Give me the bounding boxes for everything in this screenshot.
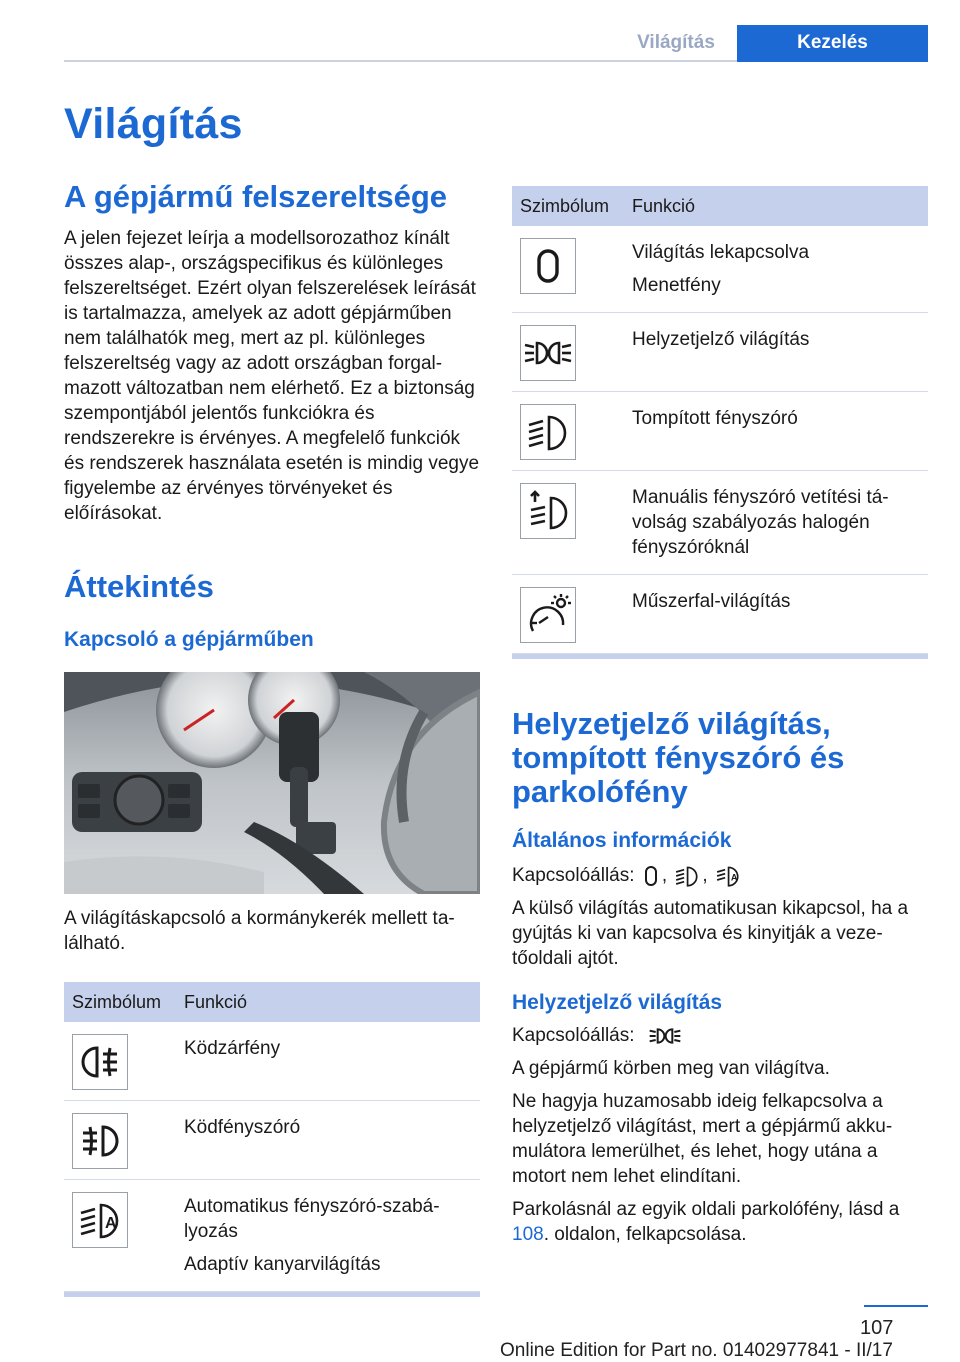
lights-off-icon	[640, 864, 662, 888]
function-text: Manuális fényszóró vetítési távolság szabályozás halogén fényszóróknál	[632, 487, 889, 558]
function-text: Ködzárfény	[184, 1038, 281, 1059]
footer-rule	[864, 1305, 928, 1307]
symbol-cell	[64, 1180, 176, 1292]
section-heading: Helyzetjelző világítás, tompított fényszóró és parkolófény	[512, 706, 845, 809]
parking-lights-heading: Helyzetjelző világítás	[512, 991, 723, 1014]
general-info-heading: Általános információk	[512, 829, 732, 852]
overview-heading: Áttekintés	[64, 569, 214, 604]
parking-lights-icon	[520, 325, 576, 381]
symbol-cell	[64, 1101, 176, 1180]
symbol-cell	[512, 471, 624, 575]
parking-text-3	[512, 1197, 928, 1247]
low-beam-icon	[672, 864, 702, 888]
switch-heading: Kapcsoló a gépjárműben	[64, 628, 314, 651]
function-text: Műszerfal-világítás	[632, 591, 791, 612]
switch-positions-label: Kapcsolóállás:	[512, 865, 635, 886]
table-row	[512, 392, 928, 471]
symbol-cell	[512, 392, 624, 471]
function-cell	[624, 313, 928, 392]
function-text: Tompított fényszóró	[632, 408, 798, 429]
table-row	[512, 313, 928, 392]
symbol-cell	[512, 226, 624, 313]
column-header-symbol: Szimbólum	[64, 982, 176, 1022]
symbol-cell	[64, 1022, 176, 1101]
general-info-text: A külső világítás automatikusan kikapcsol, ha a gyújtás ki van kapcsolva és kinyitják a vezetőoldali ajtót.	[512, 898, 909, 969]
function-cell	[624, 226, 928, 313]
table-header-row	[512, 186, 928, 226]
svg-text:A: A	[105, 1215, 117, 1232]
table-row	[512, 471, 928, 575]
header-chapter-tab[interactable]: Kezelés	[737, 25, 928, 62]
function-text: Világítás lekapcsolva	[632, 242, 810, 263]
parking-switch-line	[512, 1023, 928, 1048]
separator-comma: ,	[702, 865, 708, 886]
page-reference-link[interactable]: 108	[512, 1224, 544, 1245]
instrument-lighting-icon	[520, 587, 576, 643]
headlight-range-icon	[520, 483, 576, 539]
switch-positions-label: Kapcsolóállás:	[512, 1025, 635, 1046]
low-beam-icon	[520, 404, 576, 460]
front-fog-light-icon	[72, 1113, 128, 1169]
lights-off-icon	[520, 238, 576, 294]
table-row	[512, 575, 928, 654]
automatic-headlight-icon	[72, 1192, 128, 1248]
function-text: Helyzetjelző világítás	[632, 329, 810, 350]
function-cell	[624, 575, 928, 654]
parking-text-3-end: . oldalon, felkapcsolása.	[543, 1224, 747, 1245]
separator-comma: ,	[661, 865, 668, 886]
page-number: 107	[860, 1317, 894, 1339]
column-header-function: Funkció	[624, 186, 928, 226]
page-title: Világítás	[64, 100, 243, 148]
symbol-cell	[512, 575, 624, 654]
function-cell	[624, 392, 928, 471]
function-text: Ködfényszóró	[184, 1117, 301, 1138]
equipment-text: A jelen fejezet leírja a modellsorozathoz kínált összes alap-, országspecifikus és különleges felszereltséget. Ezért olyan felszerelések leírását is tartalmazza, amelyek az adott gépjárműben nem találhatók meg, mert az pl. különleges felszereltség vagy az adott országban forgalmazott változatban nem elérhető. Ez a biztonság szempontjából jelentős funkciókra és rendszerekre is érvényes. A megfelelő funkciók és rendszerek használata esetén is mindig vegye figyelembe az érvényes törvényeket és előírásokat.	[64, 228, 480, 524]
table-row	[64, 1022, 480, 1101]
function-cell	[176, 1101, 480, 1180]
function-cell	[176, 1180, 480, 1292]
symbol-cell	[512, 313, 624, 392]
switch-positions-line	[512, 863, 928, 888]
table-header-row	[64, 982, 480, 1022]
equipment-heading: A gépjármű felszereltsége	[64, 179, 448, 214]
automatic-headlight-icon	[713, 864, 743, 888]
photo-caption: A világításkapcsoló a kormánykerék mellett található.	[64, 908, 455, 954]
parking-lights-icon	[640, 1024, 690, 1048]
left-symbol-table	[64, 982, 480, 1292]
function-cell	[624, 471, 928, 575]
table-end-bar	[64, 1292, 480, 1297]
light-switch-photo	[64, 672, 480, 894]
rear-fog-light-icon	[72, 1034, 128, 1090]
function-text: Automatikus fényszóró-szabályozás	[184, 1196, 440, 1242]
table-end-bar	[512, 654, 928, 659]
right-symbol-table	[512, 186, 928, 654]
function-cell	[176, 1022, 480, 1101]
parking-text-1: A gépjármű körben meg van világítva.	[512, 1058, 830, 1079]
table-row	[64, 1180, 480, 1292]
edition-note: Online Edition for Part no. 01402977841 - II/17	[500, 1340, 893, 1361]
parking-text-2: Ne hagyja huzamosabb ideig felkapcsolva a helyzetjelző világítást, mert a gépjármű akkumulátora lemerülhet, és lehet, hogy utána a motort nem lehet elindítani.	[512, 1091, 893, 1187]
column-header-symbol: Szimbólum	[512, 186, 624, 226]
function-text: Adaptív kanyarvilágítás	[184, 1254, 381, 1275]
table-row	[512, 226, 928, 313]
column-header-function: Funkció	[176, 982, 480, 1022]
table-row	[64, 1101, 480, 1180]
function-text: Menetfény	[632, 275, 721, 296]
right-column	[512, 186, 928, 1247]
parking-text-3-start: Parkolásnál az egyik oldali parkolófény, lásd a	[512, 1199, 900, 1220]
svg-text:A: A	[730, 872, 738, 883]
left-column	[64, 96, 480, 1297]
header-section-label[interactable]: Világítás	[637, 32, 715, 53]
